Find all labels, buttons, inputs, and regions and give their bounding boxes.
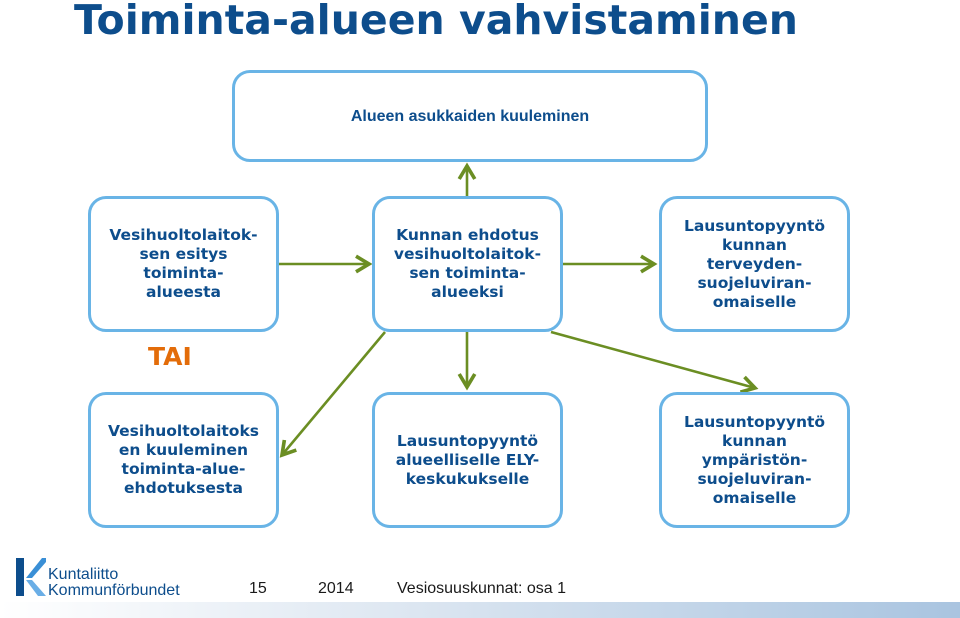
arrow-ehdotus-to-vesihuoltolaitoksen-kuuleminen	[282, 332, 385, 455]
node-terveydensuojelu-lausunto	[659, 196, 850, 332]
node-vesihuoltolaitoksen-kuuleminen	[88, 392, 279, 528]
node-label: Lausuntopyyntö alueelliselle ELY- keskukukselle	[395, 431, 540, 488]
node-vesihuoltolaitoksen-esitys	[88, 196, 279, 332]
footer-bar	[0, 602, 960, 618]
arrow-ehdotus-to-ymparistonsuojelu	[551, 332, 755, 388]
node-ely-lausunto	[372, 392, 563, 528]
node-label: Vesihuoltolaitok- sen esitys toiminta- alueesta	[109, 226, 258, 301]
kuntaliitto-logo-icon	[14, 556, 46, 598]
page-title: Toiminta-alueen vahvistaminen	[74, 0, 798, 44]
node-label: Kunnan ehdotus vesihuoltolaitok- sen toiminta- alueeksi	[393, 226, 542, 301]
footer-event: Vesiosuuskunnat: osa 1	[397, 580, 567, 597]
footer-page-number: 15	[249, 580, 267, 597]
node-label: Lausuntopyyntö kunnan ympäristön- suojeluviran- omaiselle	[683, 412, 826, 507]
logo-line-2: Kommunförbundet	[48, 582, 180, 599]
or-label: TAI	[148, 342, 192, 371]
footer-year: 2014	[318, 580, 354, 597]
node-label: Vesihuoltolaitoks en kuuleminen toiminta-alue- ehdotuksesta	[108, 422, 259, 497]
logo-text	[48, 567, 180, 599]
logo-line-1: Kuntaliitto	[48, 566, 119, 583]
node-label: Alueen asukkaiden kuuleminen	[350, 107, 590, 125]
node-kunnan-ehdotus	[372, 196, 563, 332]
node-asukkaiden-kuuleminen	[232, 70, 708, 162]
node-label: Lausuntopyyntö kunnan terveyden- suojeluviran- omaiselle	[683, 216, 826, 311]
node-ymparistonsuojelu-lausunto	[659, 392, 850, 528]
